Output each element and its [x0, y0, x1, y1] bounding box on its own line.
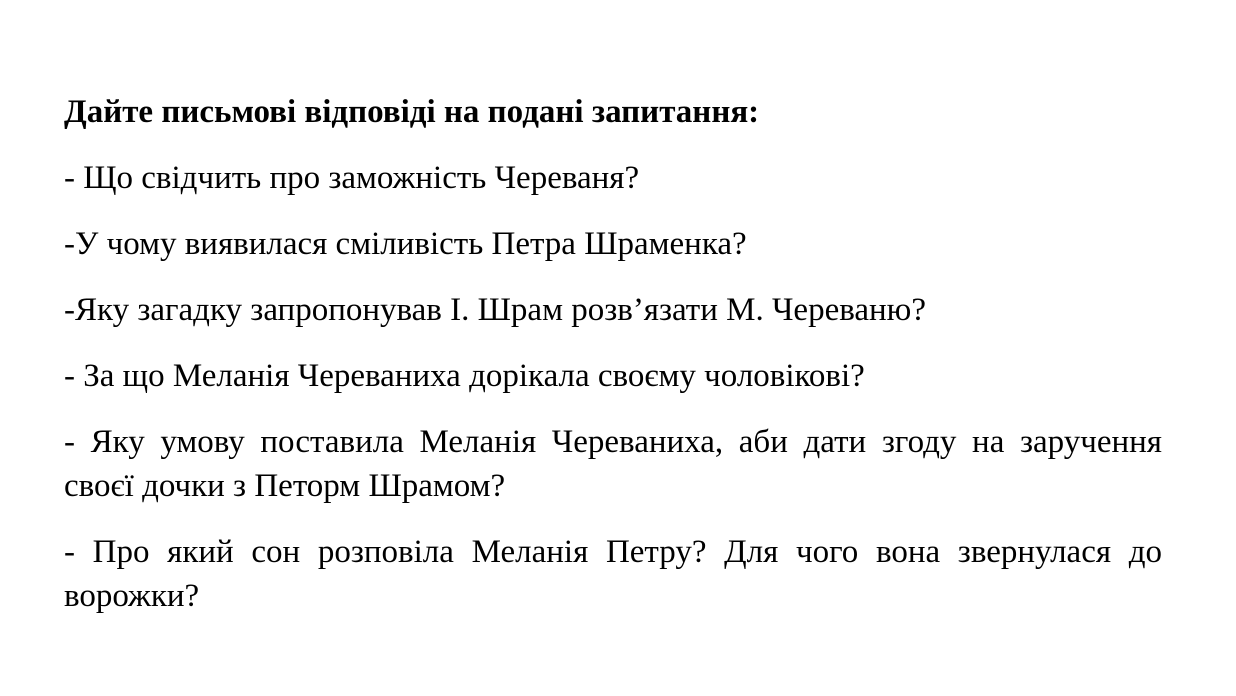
question-2: -У чому виявилася сміливість Петра Шраменка? — [64, 226, 747, 262]
question-3: -Яку загадку запропонував І. Шрам розв’язати М. Череваню? — [64, 292, 926, 328]
question-1: - Що свідчить про заможність Череваня? — [64, 160, 640, 196]
question-6: - Про який сон розповіла Меланія Петру? Для чого вона звернулася до ворожки? — [64, 534, 1162, 614]
question-5: - Яку умову поставила Меланія Череваниха, аби дати згоду на заручення своєї дочки з Петорм Шрамом? — [64, 424, 1162, 504]
question-4: - За що Меланія Череваниха дорікала своєму чоловікові? — [64, 358, 865, 394]
document-page — [64, 90, 1162, 640]
task-heading: Дайте письмові відповіді на подані запитання: — [64, 94, 760, 130]
